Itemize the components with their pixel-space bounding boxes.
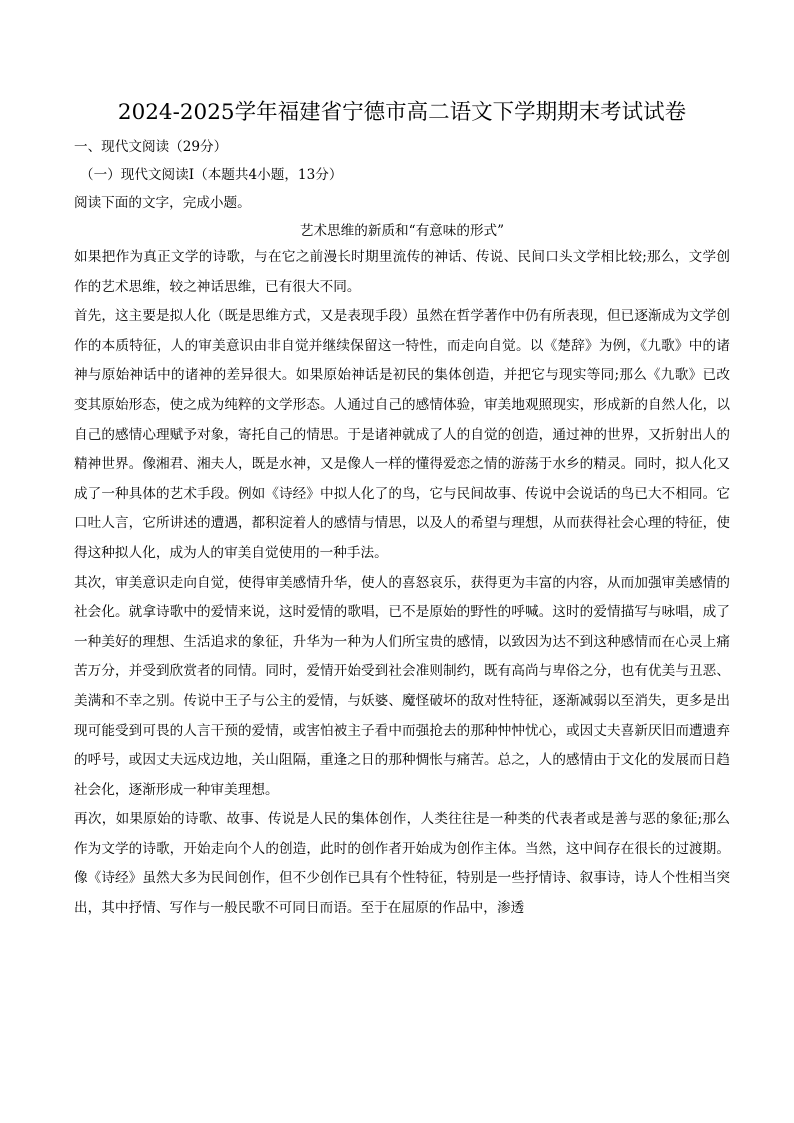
paragraph-3: 其次，审美意识走向自觉，使得审美感情升华，使人的喜怒哀乐，获得更为丰富的内容，从而加强审美感情的社会化。就拿诗歌中的爱情来说，这时爱情的歌唱，已不是原始的野性的呼喊。这时的爱情描写与咏唱，成了一种美好的理想、生活追求的象征，升华为一种为人们所宝贵的感情，以致因为达不到这种感情而在心灵上痛苦万分，并受到欣赏者的同情。同时，爱情开始受到社会准则制约，既有高尚与卑俗之分，也有优美与丑恶、美满和不幸之别。传说中王子与公主的爱情，与妖婆、魔怪破坏的敌对性特征，逐渐减弱以至消失，更多是出现可能受到可畏的人言干预的爱情，或害怕被主子看中而强抢去的那种忡忡忧心，或因丈夫喜新厌旧而遭遗弃的呼号，或因丈夫远戍边地，关山阻隔，重逢之日的那种惆怅与痛苦。总之，人的感情由于文化的发展而日趋社会化，逐渐形成一种审美理想。 (74, 574, 730, 798)
reading-instruction: 阅读下面的文字，完成小题。 (74, 195, 251, 211)
paragraph-2: 首先，这主要是拟人化（既是思维方式，又是表现手段）虽然在哲学著作中仍有所表现，但已逐渐成为文学创作的本质特征，人的审美意识由非自觉并继续保留这一特性，而走向自觉。以《楚辞》为例，《九歌》中的诸神与原始神话中的诸神的差异很大。如果原始神话是初民的集体创造，并把它与现实等同;那么《九歌》已改变其原始形态，使之成为纯粹的文学形态。人通过自己的感情体验，审美地观照现实，形成新的自然人化，以自己的感情心理赋予对象，寄托自己的情思。于是诸神就成了人的自觉的创造，通过神的世界，又折射出人的精神世界。像湘君、湘夫人，既是水神，又是像人一样的懂得爱恋之情的游荡于水乡的精灵。同时，拟人化又成了一种具体的艺术手段。例如《诗经》中拟人化了的鸟，它与民间故事、传说中会说话的鸟已大不相同。它口吐人言，它所讲述的遭遇，都积淀着人的感情与情思，以及人的希望与理想，从而获得社会心理的特征，使得这种拟人化，成为人的审美自觉使用的一种手法。 (74, 308, 730, 561)
paragraph-4: 再次，如果原始的诗歌、故事、传说是人民的集体创作，人类往往是一种类的代表者或是善与恶的象征;那么作为文学的诗歌，开始走向个人的创造，此时的创作者开始成为创作主体。当然，这中间存在很长的过渡期。像《诗经》虽然大多为民间创作，但不少创作已具有个性特征，特别是一些抒情诗、叙事诗，诗人个性相当突出，其中抒情、写作与一般民歌不可同日而语。至于在屈原的作品中，渗透 (74, 811, 730, 917)
article-title: 艺术思维的新质和“有意味的形式” (299, 223, 505, 239)
exam-title: 2024-2025学年福建省宁德市高二语文下学期期末考试试卷 (117, 100, 687, 125)
section-heading: 一、现代文阅读（29分） (74, 139, 228, 155)
subsection-heading: （一）现代文阅读Ⅰ（本题共4小题，13分） (80, 167, 343, 183)
paragraph-1: 如果把作为真正文学的诗歌，与在它之前漫长时期里流传的神话、传说、民间口头文学相比较;那么，文学创作的艺术思维，较之神话思维，已有很大不同。 (74, 249, 730, 295)
